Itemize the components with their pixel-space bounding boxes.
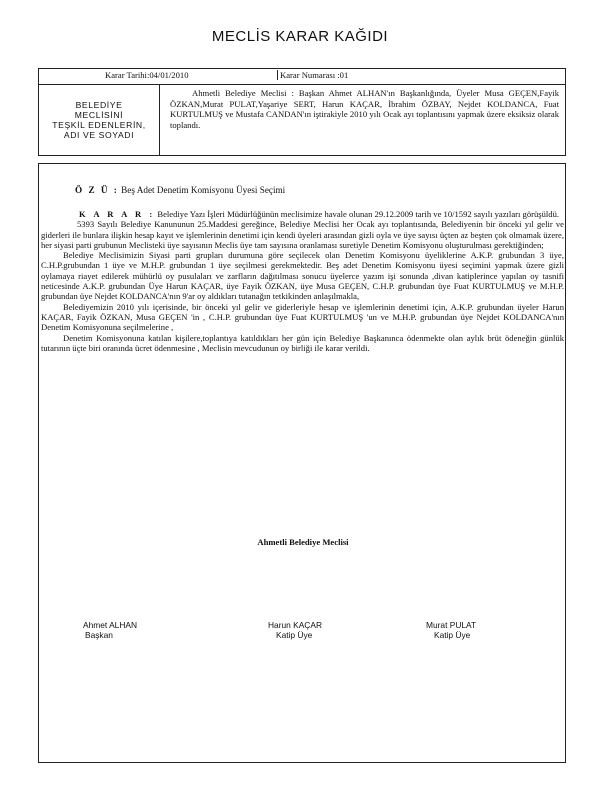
signature-role: Katip Üye [276, 630, 313, 640]
signature-role: Katip Üye [434, 630, 471, 640]
decision-paragraph: Belediye Meclisimizin Siyasi parti grupları durumuna göre seçilecek olan Denetim Komisyonu üyeliklerine A.K.P. grubundan 3 üye, C.H.P.grubundan 1 üye ve M.H.P. grubundan 1 üye seçilmesi gerekmektedir. Beş adet Denetim Komisyonu üyesi seçimini yapmak üzere gizli oylamaya riayet edilerek mühürlü oy pusulaları ve zarfların dağıtılması sonucu üyelerce yazım işi sonunda ,divan katiplerince yapılan oy tasnifi neticesinde A.K.P. grubundan Üye Harun KAÇAR, üye Fayik ÖZKAN, üye Musa GEÇEN, C.H.P. grubundan üye Fuat KURTULMUŞ ve M.H.P. grubundan üye Nejdet KOLDANCA'nın 9'ar oy aldıkları tutanağın tetkikinden anlaşılmakla, [41, 250, 564, 302]
header-table [38, 68, 566, 156]
members-label [39, 85, 160, 156]
document-title: MECLİS KARAR KAĞIDI [211, 28, 389, 45]
summary-line [75, 185, 285, 195]
decision-body [38, 163, 566, 763]
decision-label: K A R A R : [79, 209, 156, 219]
signature-name: Murat PULAT [426, 620, 477, 630]
signature-block [268, 620, 322, 640]
decision-paragraph: Belediyemizin 2010 yılı içerisinde, bir önceki yıl gelir ve giderleriyle hesap ve işlemlerinin denetimi için, A.K.P. grubundan üyeler Harun KAÇAR, Fayik ÖZKAN, Musa GEÇEN 'in , C.H.P. grubundan üye Fuat KURTULMUŞ 'un ve M.H.P. grubundan üye Nejdet KOLDANCA'nın Denetim Komisyonuna seçilmelerine , [41, 301, 564, 333]
decision-number: Karar Numarası :01 [280, 70, 349, 80]
summary-text: Beş Adet Denetim Komisyonu Üyesi Seçimi [121, 185, 286, 195]
signature-name: Ahmet ALHAN [83, 620, 137, 630]
council-name: Ahmetli Belediye Meclisi [257, 537, 349, 547]
decision-date-cell [39, 69, 566, 85]
decision-date: Karar Tarihi:04/01/2010 [43, 70, 278, 80]
summary-label: Ö Z Ü : [75, 185, 119, 195]
members-label-line: MECLİSİNİ [74, 110, 124, 120]
signature-block [83, 620, 137, 640]
signature-block [426, 620, 476, 640]
signature-role: Başkan [85, 630, 113, 640]
members-label-line: TEŞKİL EDENLERİN, [52, 120, 146, 130]
decision-paragraph [41, 209, 564, 219]
members-label-line: BELEDİYE [75, 100, 123, 110]
members-text [160, 85, 566, 156]
date-number-row [43, 70, 561, 80]
decision-paragraph: 5393 Sayılı Belediye Kanununun 25.Maddesi gereğince, Belediye Meclisi her Ocak ayı toplantısında, Belediyenin bir önceki yıl gelir ve giderleri ile bunlara ilişkin hesap kayıt ve işlemlerinin denetimi için kendi üyeleri arasından gizli oyla ve üye sayısı üçten az beşten çok olmamak üzere, her siyasi parti grubunun Meclisteki üye sayısının Meclis üye tam sayısına oranlaması suretiyle Denetim Komisyonu oluşturulması gerektiğinden; [41, 219, 564, 250]
members-label-line: ADI VE SOYADI [63, 130, 135, 140]
decision-paragraph: Denetim Komisyonuna katılan kişilere,toplantıya katıldıkları her gün için Belediye Başkanınca ödenmekte olan aylık brüt ödeneğin günlük tutarının üçte biri oranında ücret ödenmesine , Meclisin mevcudunun oy birliği ile karar verildi. [41, 332, 564, 353]
decision-text [41, 209, 564, 353]
signature-name: Harun KAÇAR [268, 620, 322, 630]
decision-intro: Belediye Yazı İşleri Müdürlüğünün meclisimize havale olunan 29.12.2009 tarih ve 10/1592 sayılı yazıları görüşüldü. [157, 209, 560, 219]
members-paragraph: Ahmetli Belediye Meclisi : Başkan Ahmet ALHAN'ın Başkanlığında, Üyeler Musa GEÇEN,Fayik ÖZKAN,Murat PULAT,Yaşariye SERT, Harun KAÇAR, İbrahim ÖZBAY, Nejdet KOLDANCA, Fuat KURTULMUŞ ve Mustafa CANDAN'ın iştirakiyle 2010 yılı Ocak ayı toplantısını yapmak üzere eksiksiz olarak toplandı. [170, 88, 559, 130]
